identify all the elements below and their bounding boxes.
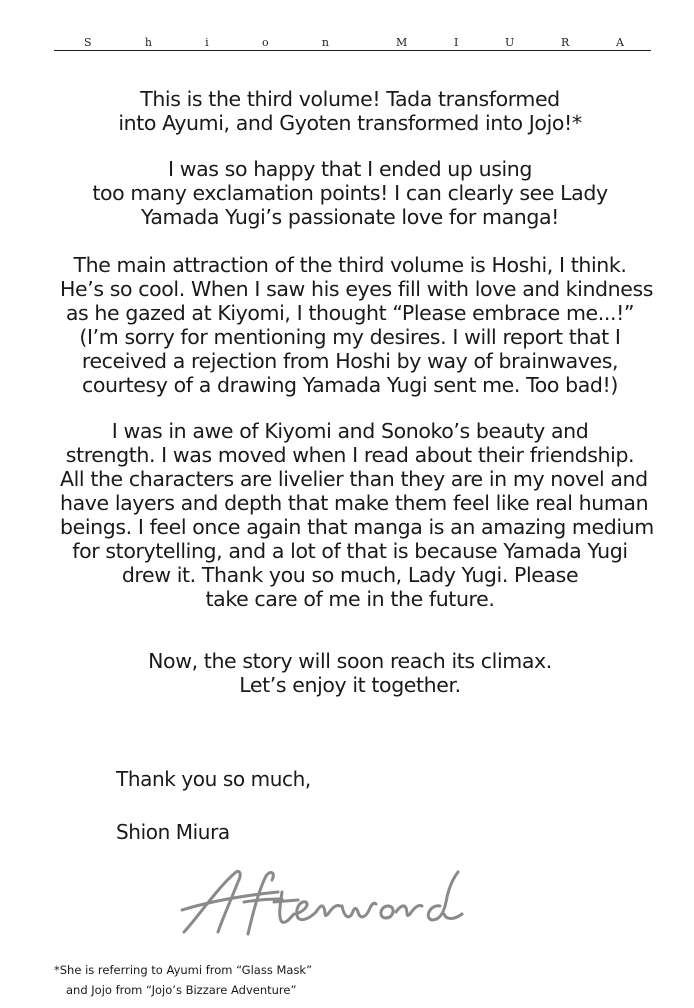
footnote-line: *She is referring to Ayumi from “Glass Mask” <box>54 963 313 977</box>
header-letter: o <box>261 36 269 49</box>
footnote <box>54 960 312 1000</box>
header-letter: h <box>144 36 152 49</box>
text-line: The main attraction of the third volume is Hoshi, I think. <box>73 253 627 277</box>
text-line: have layers and depth that make them feel like real human <box>60 491 649 515</box>
header-letter: I <box>453 36 459 49</box>
paragraph-1 <box>60 87 640 135</box>
header-divider <box>54 50 651 51</box>
text-line: into Ayumi, and Gyoten transformed into Jojo!* <box>118 111 582 135</box>
header-letter: A <box>616 36 624 49</box>
text-line: drew it. Thank you so much, Lady Yugi. Please <box>121 563 579 587</box>
paragraph-2 <box>60 157 640 229</box>
closing-thanks: Thank you so much, <box>116 767 311 791</box>
paragraph-4 <box>60 419 654 611</box>
text-line: strength. I was moved when I read about their friendship. <box>65 443 635 467</box>
afterword-title-lettering <box>178 862 478 942</box>
text-line: beings. I feel once again that manga is an amazing medium <box>60 515 654 539</box>
header-letter: i <box>205 36 209 49</box>
text-line: This is the third volume! Tada transformed <box>140 87 560 111</box>
text-line: He’s so cool. When I saw his eyes fill with love and kindness <box>60 277 654 301</box>
text-line: received a rejection from Hoshi by way of brainwaves, <box>81 349 619 373</box>
signature-name: Shion Miura <box>116 820 230 844</box>
paragraph-5 <box>60 649 640 697</box>
text-line: Now, the story will soon reach its climax. <box>148 649 552 673</box>
header-letter: R <box>561 36 570 49</box>
text-line: Yamada Yugi’s passionate love for manga! <box>141 205 559 229</box>
text-line: as he gazed at Kiyomi, I thought “Please embrace me...!” <box>65 301 635 325</box>
header-letter: U <box>505 36 515 49</box>
text-line: Let’s enjoy it together. <box>239 673 461 697</box>
header-letter: M <box>396 36 408 49</box>
text-line: All the characters are livelier than they are in my novel and <box>60 467 648 491</box>
text-line: I was in awe of Kiyomi and Sonoko’s beauty and <box>111 419 589 443</box>
header-author-last <box>396 36 624 49</box>
text-line: (I’m sorry for mentioning my desires. I will report that I <box>79 325 621 349</box>
header-letter: n <box>321 36 329 49</box>
text-line: for storytelling, and a lot of that is because Yamada Yugi <box>72 539 628 563</box>
text-line: take care of me in the future. <box>205 587 495 611</box>
text-line: too many exclamation points! I can clearly see Lady <box>92 181 608 205</box>
header-letter: S <box>84 36 92 49</box>
text-line: courtesy of a drawing Yamada Yugi sent me. Too bad!) <box>82 373 618 397</box>
header-author-first <box>84 36 329 49</box>
footnote-line: and Jojo from “Jojo’s Bizzare Adventure” <box>66 983 297 997</box>
paragraph-3 <box>60 253 654 397</box>
text-line: I was so happy that I ended up using <box>167 157 533 181</box>
